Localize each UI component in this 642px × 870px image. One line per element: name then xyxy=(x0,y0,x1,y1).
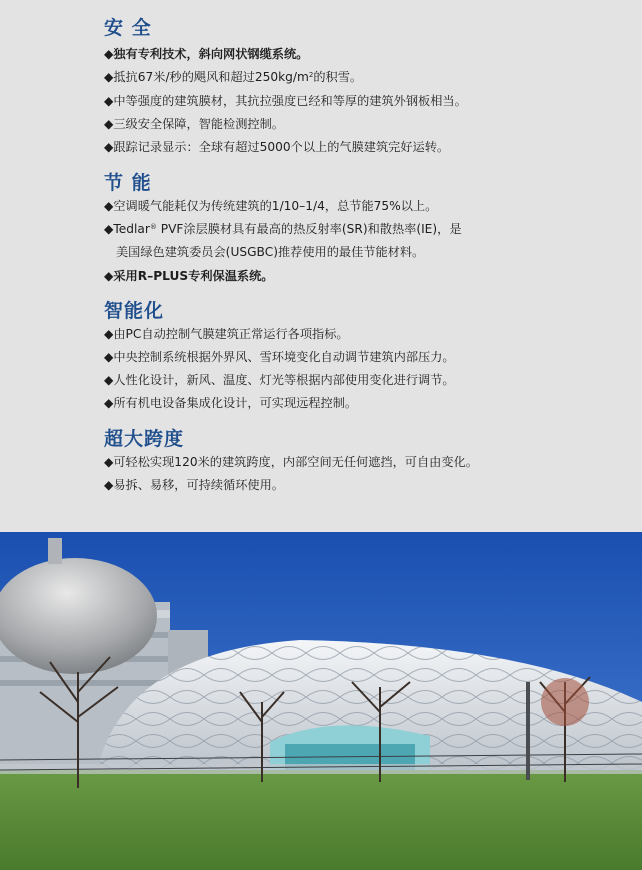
safety-item-1: ◆独有专利技术，斜向网状钢缆系统。 xyxy=(104,47,309,61)
lawn xyxy=(0,770,642,870)
energy-item-2-cont: 美国绿色建筑委员会(USGBC)推荐使用的最佳节能材料。 xyxy=(116,245,425,259)
air-dome-photo xyxy=(0,532,642,870)
safety-item-5: ◆跟踪记录显示：全球有超过5000个以上的气膜建筑完好运转。 xyxy=(104,140,450,154)
energy-item-1: ◆空调暖气能耗仅为传统建筑的1/10–1/4，总节能75%以上。 xyxy=(104,199,438,213)
section-title-energy: 节 能 xyxy=(104,172,152,194)
intelligent-item-4: ◆所有机电设备集成化设计，可实现远程控制。 xyxy=(104,396,358,410)
intelligent-item-2: ◆中央控制系统根据外界风、雪环境变化自动调节建筑内部压力。 xyxy=(104,350,455,364)
safety-item-2: ◆抵抗67米/秒的飓风和超过$250kg/m^2$的积雪。 xyxy=(104,70,363,84)
energy-item-2: ◆Tedlar® PVF涂层膜材具有最高的热反射率(SR)和散热率(IE)，是 xyxy=(104,222,462,236)
span-item-2: ◆易拆、易移，可持续循环使用。 xyxy=(104,478,284,492)
section-title-span: 超大跨度 xyxy=(104,428,185,450)
span-item-1: ◆可轻松实现120米的建筑跨度，内部空间无任何遮挡，可自由变化。 xyxy=(104,455,478,469)
energy-item-3: ◆采用R–PLUS专利保温系统。 xyxy=(104,269,274,283)
section-title-intelligent: 智能化 xyxy=(104,300,165,322)
intelligent-item-3: ◆人性化设计，新风、温度、灯光等根据内部使用变化进行调节。 xyxy=(104,373,455,387)
safety-item-4: ◆三级安全保障，智能检测控制。 xyxy=(104,117,284,131)
intelligent-item-1: ◆由PC自动控制气膜建筑正常运行各项指标。 xyxy=(104,327,349,341)
safety-item-3: ◆中等强度的建筑膜材，其抗拉强度已经和等厚的建筑外钢板相当。 xyxy=(104,94,467,108)
section-title-safety: 安 全 xyxy=(104,17,152,39)
